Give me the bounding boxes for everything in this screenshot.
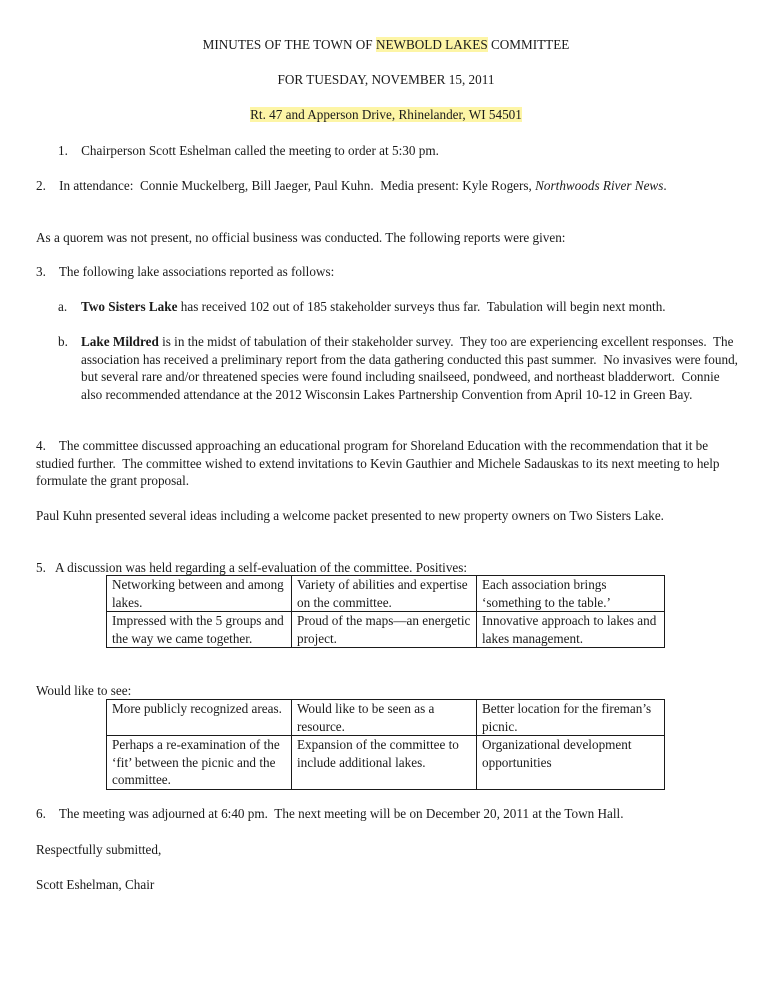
table-cell: Impressed with the 5 groups and the way we came together. [107, 612, 292, 648]
item-3a-body: has received 102 out of 185 stakeholder surveys thus far. Tabulation will begin next month. [177, 299, 666, 314]
item-3b [58, 333, 738, 403]
item-3a [58, 298, 738, 316]
closing: Respectfully submitted, [36, 842, 162, 857]
item-1: 1. Chairperson Scott Eshelman called the meeting to order at 5:30 pm. [58, 143, 439, 158]
item-3a-label: a. [58, 299, 68, 314]
item-4: 4. The committee discussed approaching an educational program for Shoreland Education with the recommendation that it be studied further. The committee wished to extend invitations to Kevin Gauthier and Michele Sadauskas to its next meeting to help formulate the grant proposal. [36, 438, 720, 488]
table-cell: Would like to be seen as a resource. [292, 700, 477, 736]
would-like-label: Would like to see: [36, 683, 132, 698]
table-cell: Organizational development opportunities [477, 736, 665, 790]
lake-name: Lake Mildred [81, 334, 159, 349]
table-row [107, 700, 665, 736]
kuhn-ideas: Paul Kuhn presented several ideas including a welcome packet presented to new property owners on Two Sisters Lake. [36, 508, 664, 523]
table-cell: More publicly recognized areas. [107, 700, 292, 736]
location-text: Rt. 47 and Apperson Drive, Rhinelander, WI 54501 [250, 107, 522, 122]
table-cell: Networking between and among lakes. [107, 576, 292, 612]
item-3b-label: b. [58, 334, 68, 349]
quorem-note: As a quorem was not present, no official business was conducted. The following reports were given: [36, 230, 566, 245]
item-3: 3. The following lake associations reported as follows: [36, 264, 335, 279]
title-suffix: COMMITTEE [487, 37, 570, 52]
item-2 [36, 177, 726, 195]
table-cell: Innovative approach to lakes and lakes management. [477, 612, 665, 648]
media-name: Northwoods River News [535, 178, 664, 193]
table-cell: Expansion of the committee to include additional lakes. [292, 736, 477, 790]
document-title [36, 36, 736, 54]
table-row [107, 736, 665, 790]
table-cell: Each association brings ‘something to the table.’ [477, 576, 665, 612]
would-like-table [106, 699, 665, 790]
table-cell: Variety of abilities and expertise on the committee. [292, 576, 477, 612]
lake-name: Two Sisters Lake [81, 299, 178, 314]
item-3b-text [81, 333, 738, 403]
date-line: FOR TUESDAY, NOVEMBER 15, 2011 [277, 72, 495, 87]
table-cell: Proud of the maps—an energetic project. [292, 612, 477, 648]
table-row [107, 576, 665, 612]
title-prefix: MINUTES OF THE TOWN OF [202, 37, 376, 52]
title-highlight: NEWBOLD LAKES [375, 37, 488, 52]
item-5: 5. A discussion was held regarding a self-evaluation of the committee. Positives: [36, 560, 468, 575]
signature: Scott Eshelman, Chair [36, 877, 155, 892]
item-3a-text [81, 298, 738, 316]
item-3b-body: is in the midst of tabulation of their stakeholder survey. They too are experiencing excellent responses. The association has received a preliminary report from the data gathering conducted this past summer. No invasives were found, but several rare and/or threatened species were found including snailseed, pondweed, and northeast bladderwort. Connie also recommended attendance at the 2012 Wisconsin Lakes Partnership Convention from April 10-12 in Green Bay. [81, 334, 738, 402]
positives-table [106, 575, 665, 648]
table-cell: Better location for the fireman’s picnic. [477, 700, 665, 736]
location-line [36, 106, 736, 124]
attendance-text: 2. In attendance: Connie Muckelberg, Bill Jaeger, Paul Kuhn. Media present: Kyle Rogers, [36, 178, 536, 193]
table-cell: Perhaps a re-examination of the ‘fit’ between the picnic and the committee. [107, 736, 292, 790]
attendance-end: . [663, 178, 667, 193]
item-6: 6. The meeting was adjourned at 6:40 pm. The next meeting will be on December 20, 2011 at the Town Hall. [36, 806, 624, 821]
table-row [107, 612, 665, 648]
